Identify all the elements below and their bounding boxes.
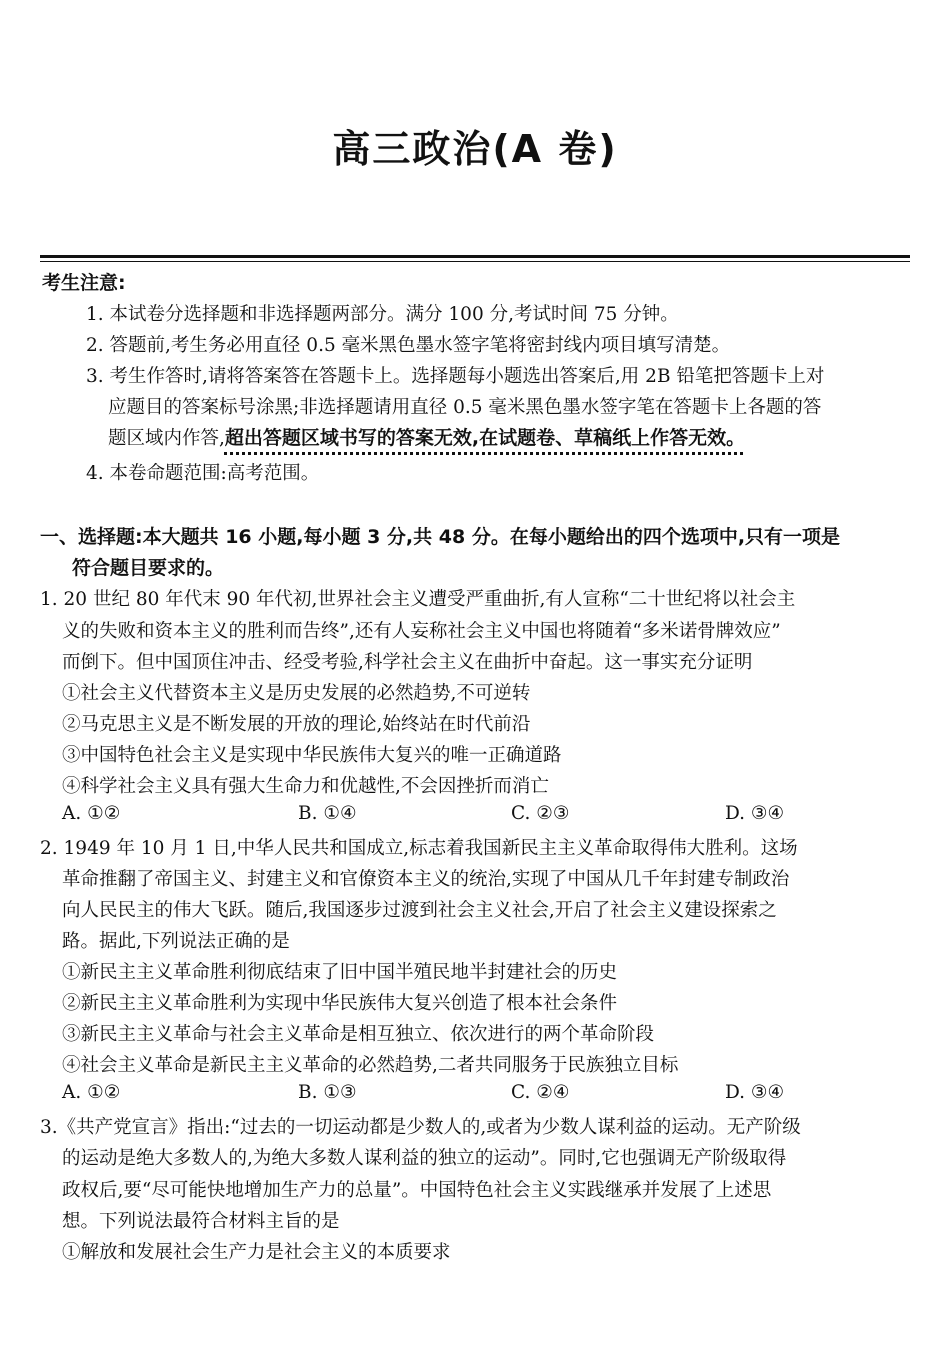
question-3-line-3: 政权后,要“尽可能快地增加生产力的总量”。中国特色社会主义实践继承并发展了上述思 bbox=[62, 1180, 772, 1201]
question-2-line-2: 革命推翻了帝国主义、封建主义和官僚资本主义的统治,实现了中国从几千年封建专制政治 bbox=[62, 869, 790, 890]
notice-item-3-line-2: 应题目的答案标号涂黑;非选择题请用直径 0.5 毫米黑色墨水签字笔在答题卡上各题的答 bbox=[108, 397, 822, 418]
question-3-line-2: 的运动是绝大多数人的,为绝大多数人谋利益的独立的运动”。同时,它也强调无产阶级取得 bbox=[62, 1148, 787, 1169]
question-1-item-2: ②马克思主义是不断发展的开放的理论,始终站在时代前沿 bbox=[62, 714, 531, 735]
question-2-choice-b[interactable]: B. ①③ bbox=[298, 1082, 357, 1103]
header-divider-thin bbox=[40, 261, 910, 262]
question-1-choice-c[interactable]: C. ②③ bbox=[511, 803, 570, 824]
notice-item-3-emphasis: 超出答题区域书写的答案无效,在试题卷、草稿纸上作答无效。 bbox=[224, 427, 746, 449]
question-1-line-3: 而倒下。但中国顶住冲击、经受考验,科学社会主义在曲折中奋起。这一事实充分证明 bbox=[62, 652, 753, 673]
notice-item-1: 1. 本试卷分选择题和非选择题两部分。满分 100 分,考试时间 75 分钟。 bbox=[86, 304, 679, 325]
question-2-choice-a[interactable]: A. ①② bbox=[62, 1082, 121, 1103]
notice-item-3-plain: 题区域内作答, bbox=[108, 428, 225, 449]
question-2-line-3: 向人民民主的伟大飞跃。随后,我国逐步过渡到社会主义社会,开启了社会主义建设探索之 bbox=[62, 900, 777, 921]
notice-heading: 考生注意: bbox=[42, 272, 126, 294]
notice-item-3-line-3 bbox=[108, 423, 745, 450]
notice-item-4: 4. 本卷命题范围:高考范围。 bbox=[86, 463, 320, 484]
question-1-line-1: 1. 20 世纪 80 年代末 90 年代初,世界社会主义遭受严重曲折,有人宣称“二十世纪将以社会主 bbox=[40, 589, 796, 610]
question-1-choice-b[interactable]: B. ①④ bbox=[298, 803, 357, 824]
section-heading-line-2: 符合题目要求的。 bbox=[72, 557, 225, 579]
notice-item-3-line-1: 3. 考生作答时,请将答案答在答题卡上。选择题每小题选出答案后,用 2B 铅笔把答题卡上对 bbox=[86, 366, 825, 387]
notice-item-2: 2. 答题前,考生务必用直径 0.5 毫米黑色墨水签字笔将密封线内项目填写清楚。 bbox=[86, 335, 731, 356]
question-2-item-4: ④社会主义革命是新民主主义革命的必然趋势,二者共同服务于民族独立目标 bbox=[62, 1055, 679, 1076]
header-divider-thick bbox=[40, 255, 910, 258]
question-2-item-2: ②新民主主义革命胜利为实现中华民族伟大复兴创造了根本社会条件 bbox=[62, 993, 618, 1014]
question-2-item-3: ③新民主主义革命与社会主义革命是相互独立、依次进行的两个革命阶段 bbox=[62, 1024, 655, 1045]
question-1-choice-a[interactable]: A. ①② bbox=[62, 803, 121, 824]
question-1-choice-d[interactable]: D. ③④ bbox=[725, 803, 785, 824]
question-1-item-1: ①社会主义代替资本主义是历史发展的必然趋势,不可逆转 bbox=[62, 683, 531, 704]
page-title: 高三政治(A 卷) bbox=[332, 127, 618, 171]
question-3-line-4: 想。下列说法最符合材料主旨的是 bbox=[62, 1211, 340, 1232]
section-heading-line-1: 一、选择题:本大题共 16 小题,每小题 3 分,共 48 分。在每小题给出的四个选项中,只有一项是 bbox=[40, 526, 841, 548]
question-2-choice-d[interactable]: D. ③④ bbox=[725, 1082, 785, 1103]
question-2-line-1: 2. 1949 年 10 月 1 日,中华人民共和国成立,标志着我国新民主主义革命取得伟大胜利。这场 bbox=[40, 838, 798, 859]
question-3-item-1: ①解放和发展社会生产力是社会主义的本质要求 bbox=[62, 1242, 451, 1263]
question-2-item-1: ①新民主主义革命胜利彻底结束了旧中国半殖民地半封建社会的历史 bbox=[62, 962, 618, 983]
question-2-choice-c[interactable]: C. ②④ bbox=[511, 1082, 570, 1103]
question-1-line-2: 义的失败和资本主义的胜利而告终”,还有人妄称社会主义中国也将随着“多米诺骨牌效应” bbox=[62, 621, 781, 642]
question-1-item-3: ③中国特色社会主义是实现中华民族伟大复兴的唯一正确道路 bbox=[62, 745, 562, 766]
question-1-item-4: ④科学社会主义具有强大生命力和优越性,不会因挫折而消亡 bbox=[62, 776, 549, 797]
question-3-line-1: 3.《共产党宣言》指出:“过去的一切运动都是少数人的,或者为少数人谋利益的运动。无产阶级 bbox=[40, 1117, 801, 1138]
question-2-line-4: 路。据此,下列说法正确的是 bbox=[62, 931, 290, 952]
